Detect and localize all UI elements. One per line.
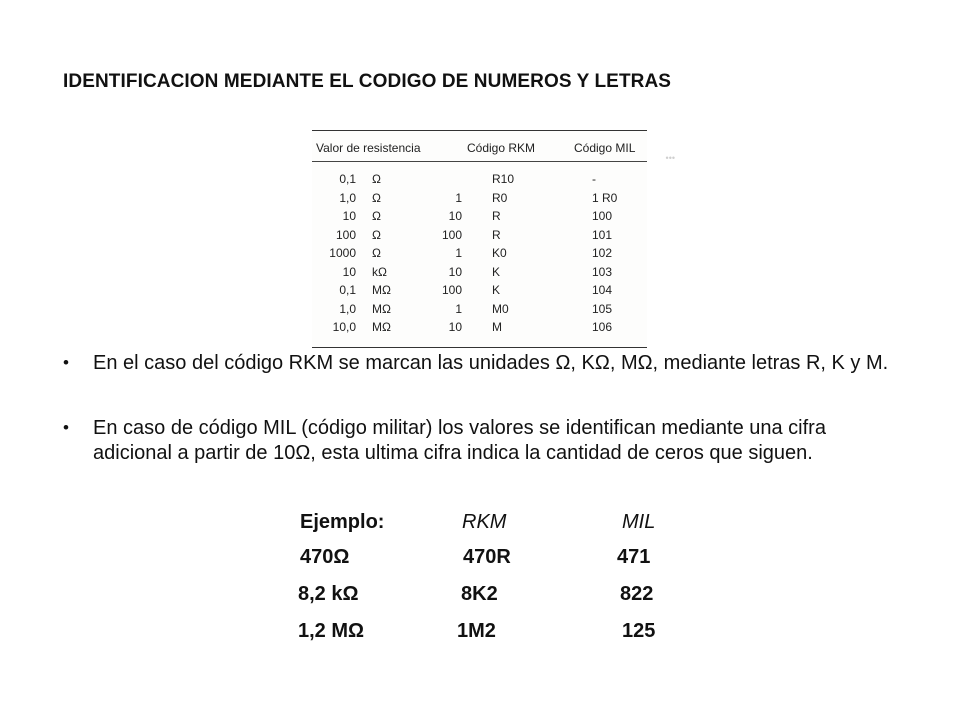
header-rkm: Código RKM (467, 141, 536, 155)
table-cell-num: 10 (342, 264, 356, 279)
table-cell-unit: Ω (372, 209, 381, 223)
table-cell-rkm-num: 10 (448, 320, 462, 334)
example-label: Ejemplo: (300, 511, 385, 533)
table-cell-unit: Ω (372, 190, 381, 205)
example-rkm: 1M2 (457, 620, 496, 642)
table-cell-mil: 102 (592, 246, 613, 260)
table-cell-rkm-num: 100 (441, 227, 462, 242)
table-cell-num: 1,0 (339, 301, 356, 316)
table-cell-mil: 103 (592, 264, 613, 279)
resistor-code-table (312, 130, 675, 348)
header-divider (312, 161, 647, 162)
table-cell-unit: Ω (372, 172, 381, 186)
table-cell-rkm-num: 1 (455, 301, 462, 316)
bullet-text: En el caso del código RKM se marcan las unidades Ω, KΩ, MΩ, mediante letras R, K y M. (93, 352, 889, 374)
slide-title: IDENTIFICACION MEDIANTE EL CODIGO DE NUMEROS Y LETRAS (63, 71, 672, 92)
table-cell-mil: 105 (592, 301, 613, 316)
table-cell-rkm-let: K0 (492, 246, 507, 260)
table-cell-num: 1,0 (339, 190, 356, 205)
table-cell-rkm-let: R0 (492, 190, 508, 205)
example-mil: 471 (617, 546, 651, 568)
example-rkm: 470R (463, 546, 511, 568)
example-value: 8,2 kΩ (298, 583, 359, 605)
table-cell-rkm-let: K (492, 283, 501, 297)
table-cell-unit: kΩ (372, 264, 387, 279)
table-cell-rkm-let: K (492, 264, 501, 279)
table-cell-num: 10 (342, 209, 356, 223)
example-mil: 125 (622, 620, 656, 642)
table-cell-unit: Ω (372, 227, 381, 242)
table-cell-rkm-let: M0 (492, 301, 509, 316)
table-cell-rkm-num: 1 (455, 246, 462, 260)
bullet-text: En caso de código MIL (código militar) los valores se identifican mediante una cifra adicional a partir de 10Ω, esta ultima cifra indica la cantidad de ceros que siguen. (93, 417, 826, 464)
table-cell-num: 100 (335, 227, 356, 242)
table-cell-mil: - (592, 172, 596, 186)
table-cell-mil: 106 (592, 320, 613, 334)
example-value: 1,2 MΩ (298, 620, 365, 642)
table-cell-mil: 101 (592, 227, 613, 242)
example-mil: 822 (620, 583, 654, 605)
table-cell-mil: 104 (592, 283, 613, 297)
table-cell-num: 1000 (329, 246, 356, 260)
scan-artifact: ••• (665, 153, 675, 163)
table-cell-rkm-let: R (492, 227, 501, 242)
table-cell-rkm-num: 10 (448, 209, 462, 223)
table-cell-num: 0,1 (339, 172, 356, 186)
table-cell-num: 0,1 (339, 283, 356, 297)
bullet-dot: • (63, 353, 69, 372)
example-value: 470Ω (300, 546, 350, 568)
header-valor: Valor de resistencia (316, 141, 421, 155)
table-cell-rkm-let: M (492, 320, 502, 334)
table-cell-num: 10,0 (332, 320, 356, 334)
table-cell-rkm-let: R10 (492, 172, 515, 186)
example-col-mil: MIL (622, 511, 656, 533)
example-col-rkm: RKM (462, 511, 507, 533)
table-cell-rkm-num: 1 (455, 190, 462, 205)
header-mil: Código MIL (574, 141, 636, 155)
table-cell-unit: MΩ (372, 283, 391, 297)
table-cell-rkm-num: 100 (441, 283, 462, 297)
table-cell-mil: 1 R0 (592, 190, 618, 205)
table-cell-rkm-let: R (492, 209, 501, 223)
table-cell-rkm-num: 10 (448, 264, 462, 279)
table-cell-unit: Ω (372, 246, 381, 260)
table-cell-unit: MΩ (372, 301, 391, 316)
table-cell-mil: 100 (592, 209, 613, 223)
example-rkm: 8K2 (461, 583, 498, 605)
bullet-dot: • (63, 418, 69, 437)
table-cell-unit: MΩ (372, 320, 391, 334)
